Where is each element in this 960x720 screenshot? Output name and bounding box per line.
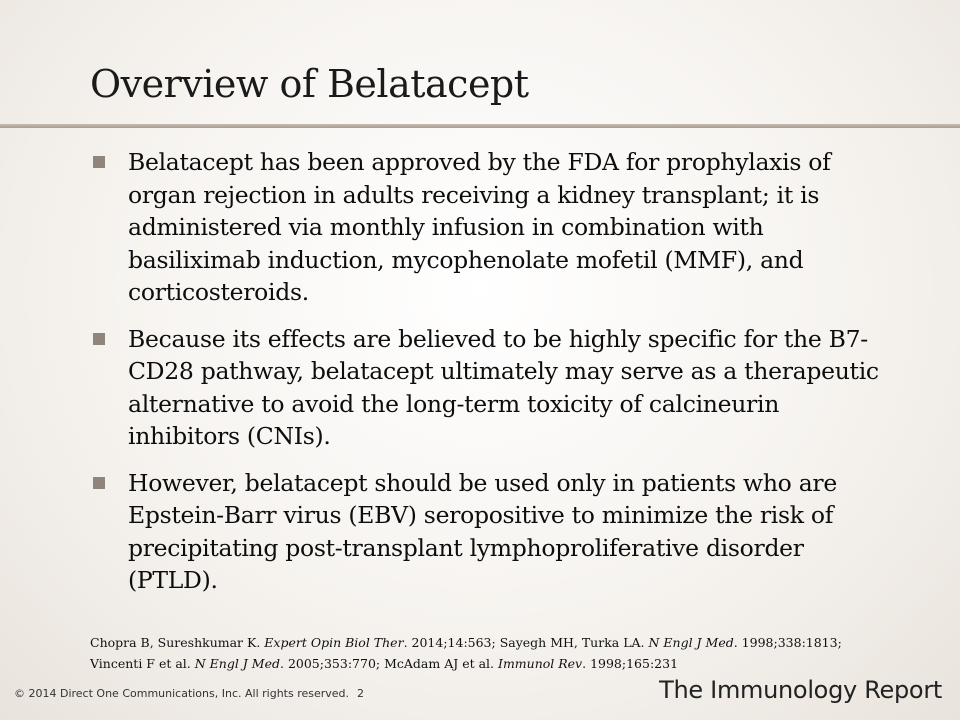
reference-text: . 1998;338:1813; Vincenti F et al. bbox=[90, 635, 842, 671]
reference-journal: N Engl J Med bbox=[648, 635, 734, 650]
reference-text: . 1998;165:231 bbox=[582, 656, 679, 671]
footer-copyright: © 2014 Direct One Communications, Inc. All rights reserved. bbox=[14, 687, 350, 700]
slide-title: Overview of Belatacept bbox=[90, 62, 529, 106]
square-bullet-icon bbox=[93, 333, 105, 345]
reference-text: . 2005;353:770; McAdam AJ et al. bbox=[280, 656, 498, 671]
page-number: 2 bbox=[357, 687, 364, 700]
bullet-item bbox=[90, 146, 880, 309]
bullet-list bbox=[90, 146, 880, 611]
brand-logo-text: The Immunology Report bbox=[659, 676, 942, 704]
bullet-text: However, belatacept should be used only in patients who are Epstein-Barr virus (EBV) seropositive to minimize the risk of precipitating post-transplant lymphoproliferative disorder (PTLD). bbox=[128, 468, 837, 594]
reference-journal: Immunol Rev bbox=[498, 656, 583, 671]
references bbox=[90, 632, 890, 674]
reference-journal: N Engl J Med bbox=[194, 656, 280, 671]
reference-text: . 2014;14:563; Sayegh MH, Turka LA. bbox=[403, 635, 649, 650]
reference-text: Chopra B, Sureshkumar K. bbox=[90, 635, 265, 650]
square-bullet-icon bbox=[93, 156, 105, 168]
reference-journal: Expert Opin Biol Ther bbox=[264, 635, 404, 650]
bullet-item bbox=[90, 467, 880, 597]
bullet-item bbox=[90, 323, 880, 453]
bullet-text: Because its effects are believed to be highly specific for the B7-CD28 pathway, belatacept ultimately may serve as a therapeutic alternative to avoid the long-term toxicity of calcineurin inhibitors (CNIs). bbox=[128, 324, 879, 450]
square-bullet-icon bbox=[93, 477, 105, 489]
title-divider bbox=[0, 124, 960, 128]
bullet-text: Belatacept has been approved by the FDA for prophylaxis of organ rejection in adults receiving a kidney transplant; it is administered via monthly infusion in combination with basiliximab induction, mycophenolate mofetil (MMF), and corticosteroids. bbox=[128, 148, 831, 306]
